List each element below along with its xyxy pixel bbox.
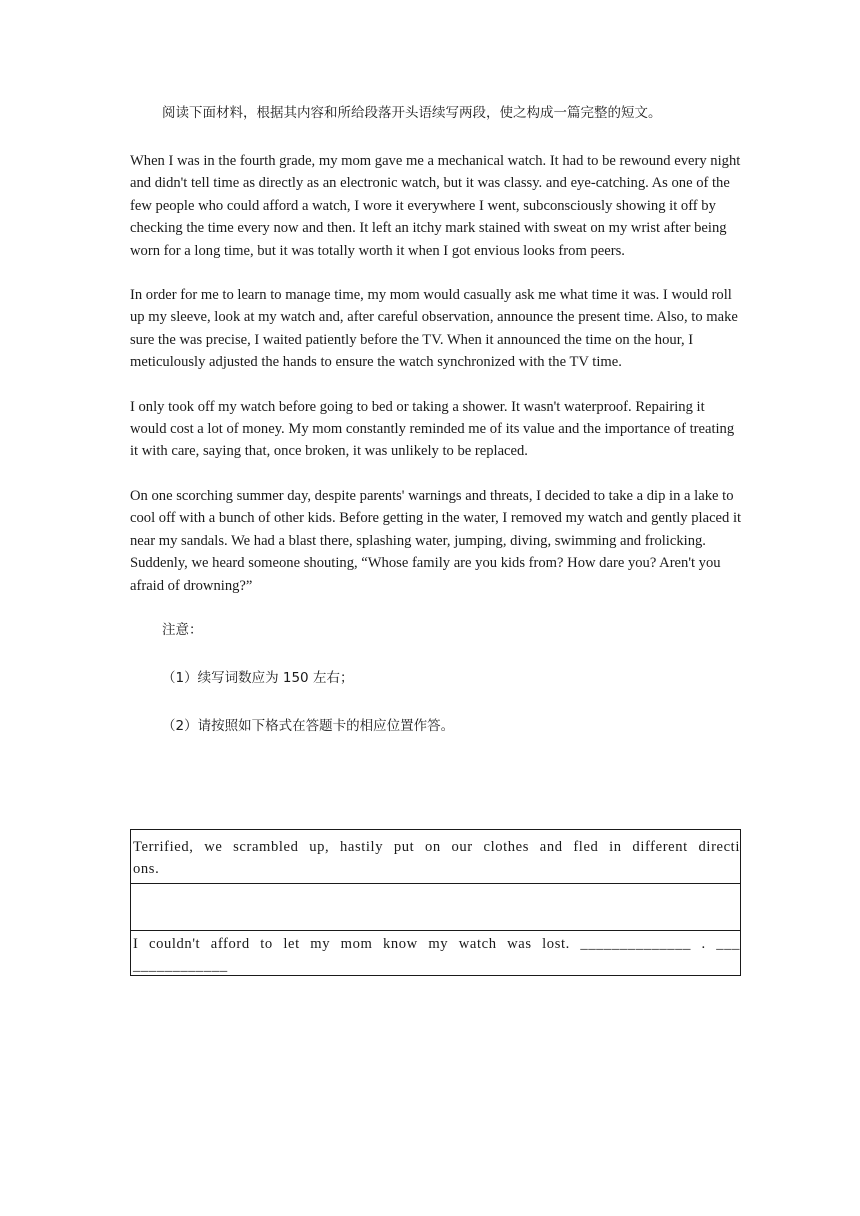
document-body: [130, 102, 742, 737]
requirement-1: （1）续写词数应为 150 左右；: [162, 669, 354, 686]
note-heading: 注意：: [162, 621, 203, 638]
passage-paragraph-4: On one scorching summer day, despite parents' warnings and threats, I decided to take a dip in a lake to cool off with a bunch of other kids. Before getting in the water, I removed my watch and gently placed it near my sandals. We had a blast there, splashing water, jumping, diving, swimming and frolicking. Suddenly, we heard someone shouting, “Whose family are you kids from? How dare you? Aren't you afraid of drowning?”: [130, 487, 742, 594]
passage-paragraph-2: In order for me to learn to manage time, my mom would casually ask me what time it was. I would roll up my sleeve, look at my watch and, after careful observation, announce the present time. Also, to make sure the was precise, I waited patiently before the TV. When it announced the time on the hour, I meticulously adjusted the hands to ensure the watch synchronized with the TV time.: [130, 287, 738, 371]
answer-box: [130, 829, 741, 976]
paragraph-1-opening: Terrified, we scrambled up, hastily put on our clothes and fled in different directions.: [131, 830, 740, 884]
requirement-2: （2）请按照如下格式在答题卡的相应位置作答。: [162, 717, 455, 734]
passage-paragraph-3: I only took off my watch before going to bed or taking a shower. It wasn't waterproof. Repairing it would cost a lot of money. My mom constantly reminded me of its value and the importance of treating it with care, saying that, once broken, it was unlikely to be replaced.: [130, 398, 735, 460]
paragraph-2-opening: I couldn't afford to let my mom know my watch was lost. ______________ . _______________: [133, 936, 740, 974]
answer-blank-area[interactable]: [131, 884, 740, 931]
passage-paragraph-1: When I was in the fourth grade, my mom gave me a mechanical watch. It had to be rewound every night and didn't tell time as directly as an electronic watch, but it was classy. and eye-catching. As one of the few people who could afford a watch, I wore it everywhere I went, subconsciously showing it off by checking the time every now and then. It left an itchy mark stained with sweat on my wrist after being worn for a long time, but it was totally worth it when I got envious looks from peers.: [130, 153, 741, 259]
instruction-text: 阅读下面材料，根据其内容和所给段落开头语续写两段，使之构成一篇完整的短文。: [162, 105, 662, 121]
